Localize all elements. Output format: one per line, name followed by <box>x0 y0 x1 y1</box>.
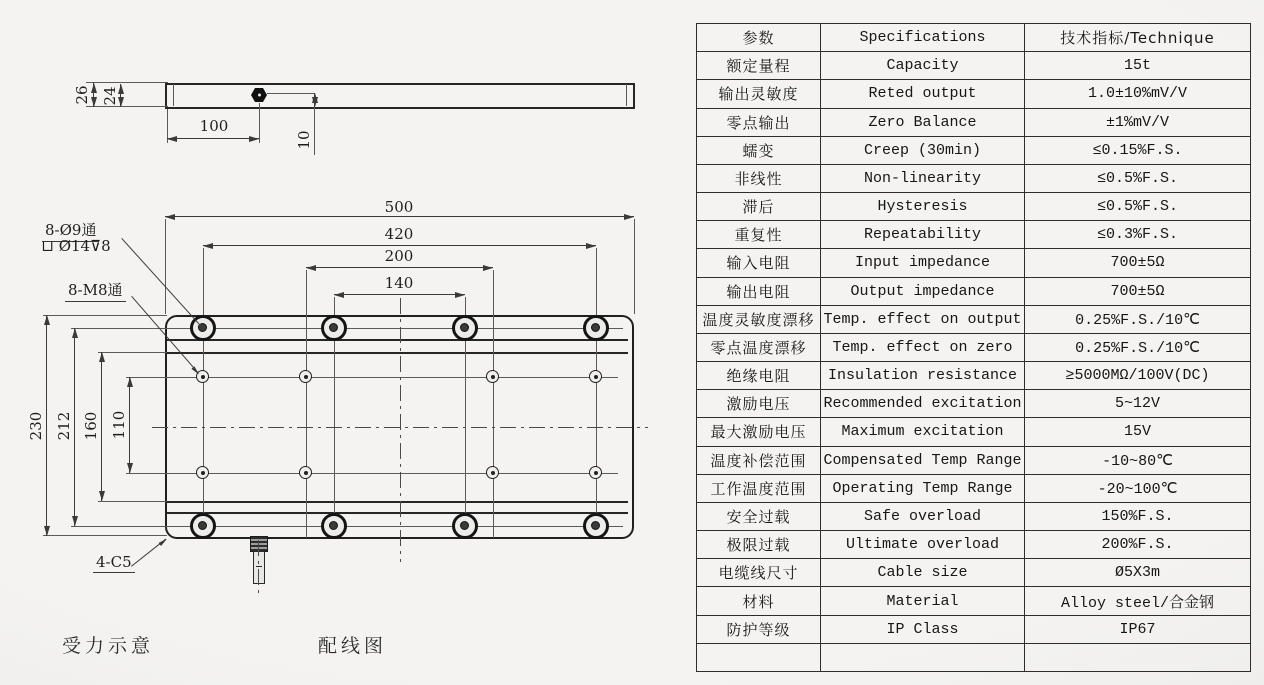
param-cell: 电缆线尺寸 <box>697 559 821 587</box>
table-row <box>697 52 1251 80</box>
param-cell: 工作温度范围 <box>697 474 821 502</box>
extension-line <box>86 82 168 83</box>
spec-cell: Safe overload <box>821 502 1025 530</box>
spec-cell: Temp. effect on zero <box>821 333 1025 361</box>
dim-label-110: 110 <box>110 410 128 440</box>
caption-wiring-diagram: 配线图 <box>318 635 388 657</box>
dim-label-230: 230 <box>27 411 45 441</box>
hole-column-line <box>596 248 597 538</box>
table-row <box>697 305 1251 333</box>
spec-cell: Material <box>821 587 1025 615</box>
extension-line <box>98 352 167 353</box>
table-row <box>697 249 1251 277</box>
table-row <box>697 221 1251 249</box>
dimension-line-110 <box>129 377 130 473</box>
spec-cell: Compensated Temp Range <box>821 446 1025 474</box>
param-cell: 温度灵敏度漂移 <box>697 305 821 333</box>
extension-line <box>314 107 315 155</box>
dimension-line-160 <box>101 352 102 501</box>
horizontal-centerline <box>152 427 648 428</box>
dimension-line-100 <box>167 138 259 139</box>
spec-cell: Creep (30min) <box>821 136 1025 164</box>
param-cell: 重复性 <box>697 221 821 249</box>
extension-line <box>634 219 635 314</box>
table-row <box>697 108 1251 136</box>
table-row <box>697 418 1251 446</box>
spec-cell: Cable size <box>821 559 1025 587</box>
connector-centerline <box>258 540 259 596</box>
counterbore-hole <box>452 315 478 341</box>
spec-cell: Input impedance <box>821 249 1025 277</box>
tapped-hole <box>486 466 499 479</box>
spec-cell: Maximum excitation <box>821 418 1025 446</box>
param-cell: 输出电阻 <box>697 277 821 305</box>
param-cell: 输出灵敏度 <box>697 80 821 108</box>
hole-column-line <box>306 270 307 538</box>
spec-cell: Reted output <box>821 80 1025 108</box>
extension-line <box>259 103 260 143</box>
tapped-hole <box>299 370 312 383</box>
side-view-body <box>165 83 635 109</box>
spec-cell: Capacity <box>821 52 1025 80</box>
value-cell: 15t <box>1025 52 1251 80</box>
cable-connector-head <box>250 536 268 552</box>
dim-label-26: 26 <box>73 85 91 105</box>
callout-counterbore: ⊔ Ø14⊽8 <box>41 237 111 255</box>
table-row <box>697 446 1251 474</box>
table-row <box>697 362 1251 390</box>
header-parameter: 参数 <box>697 24 821 52</box>
spec-cell: IP Class <box>821 615 1025 643</box>
param-cell: 极限过载 <box>697 531 821 559</box>
value-cell: IP67 <box>1025 615 1251 643</box>
hole-column-line <box>493 270 494 538</box>
spec-cell: Hysteresis <box>821 193 1025 221</box>
bolt-axis-line <box>267 93 314 94</box>
table-row <box>697 333 1251 361</box>
param-cell: 防护等级 <box>697 615 821 643</box>
specification-table <box>696 23 1251 672</box>
tapped-hole <box>486 370 499 383</box>
callout-chamfer: 4-C5 <box>93 553 135 573</box>
param-cell: 零点温度漂移 <box>697 333 821 361</box>
tapped-hole <box>196 466 209 479</box>
value-cell: Ø5X3m <box>1025 559 1251 587</box>
param-cell: 材料 <box>697 587 821 615</box>
param-cell: 输入电阻 <box>697 249 821 277</box>
dim-label-212: 212 <box>55 411 73 441</box>
spec-cell: Insulation resistance <box>821 362 1025 390</box>
value-cell: ≤0.3%F.S. <box>1025 221 1251 249</box>
extension-line <box>98 501 167 502</box>
table-row <box>697 80 1251 108</box>
value-cell: ≤0.15%F.S. <box>1025 136 1251 164</box>
spec-cell: Zero Balance <box>821 108 1025 136</box>
dimension-line-24 <box>120 84 121 107</box>
value-cell: Alloy steel/合金钢 <box>1025 587 1251 615</box>
table-row <box>697 615 1251 643</box>
spec-cell: Repeatability <box>821 221 1025 249</box>
table-row <box>697 277 1251 305</box>
tapped-hole <box>589 370 602 383</box>
spec-cell: Temp. effect on output <box>821 305 1025 333</box>
counterbore-hole <box>321 315 347 341</box>
dim-label-10: 10 <box>295 130 313 150</box>
counterbore-hole <box>583 513 609 539</box>
value-cell: 0.25%F.S./10℃ <box>1025 333 1251 361</box>
hole-row-line <box>71 526 623 527</box>
table-row <box>697 531 1251 559</box>
value-cell: ≤0.5%F.S. <box>1025 164 1251 192</box>
value-cell: -10~80℃ <box>1025 446 1251 474</box>
hole-row-line <box>71 328 623 329</box>
value-cell: 5~12V <box>1025 390 1251 418</box>
dimension-line-140 <box>334 294 465 295</box>
tapped-hole <box>589 466 602 479</box>
param-cell: 零点输出 <box>697 108 821 136</box>
value-cell: -20~100℃ <box>1025 474 1251 502</box>
value-cell: 700±5Ω <box>1025 277 1251 305</box>
value-cell: ≥5000MΩ/100V(DC) <box>1025 362 1251 390</box>
spec-cell: Recommended excitation <box>821 390 1025 418</box>
tapped-hole <box>299 466 312 479</box>
dimension-line-26 <box>93 83 94 107</box>
callout-tapped-holes: 8-M8通 <box>65 279 126 302</box>
value-cell: ±1%mV/V <box>1025 108 1251 136</box>
dimension-line-200 <box>306 267 493 268</box>
groove-line <box>167 501 628 503</box>
caption-force-diagram: 受力示意 <box>62 635 155 657</box>
table-row <box>697 587 1251 615</box>
value-cell: 200%F.S. <box>1025 531 1251 559</box>
spec-cell: Non-linearity <box>821 164 1025 192</box>
dim-label-100: 100 <box>199 117 229 135</box>
param-cell: 滞后 <box>697 193 821 221</box>
extension-line <box>165 219 166 314</box>
dimension-line-212 <box>74 328 75 526</box>
param-cell: 额定量程 <box>697 52 821 80</box>
callout-through-holes: 8-Ø9通 <box>42 219 99 242</box>
spec-cell: Ultimate overload <box>821 531 1025 559</box>
leader-line <box>131 539 166 567</box>
table-row <box>697 502 1251 530</box>
leader-line <box>121 238 205 331</box>
dimension-line-230 <box>46 315 47 536</box>
extension-line <box>86 106 168 107</box>
value-cell: 700±5Ω <box>1025 249 1251 277</box>
spec-cell: Operating Temp Range <box>821 474 1025 502</box>
table-header-row <box>697 24 1251 52</box>
hole-column-line <box>203 248 204 538</box>
dim-label-24: 24 <box>101 86 119 106</box>
extension-line <box>43 535 167 536</box>
value-cell: 1.0±10%mV/V <box>1025 80 1251 108</box>
param-cell: 蠕变 <box>697 136 821 164</box>
param-cell <box>697 643 821 671</box>
value-cell: 0.25%F.S./10℃ <box>1025 305 1251 333</box>
spec-cell <box>821 643 1025 671</box>
table-row <box>697 164 1251 192</box>
table-row <box>697 559 1251 587</box>
dim-label-420: 420 <box>384 225 414 243</box>
spec-cell: Output impedance <box>821 277 1025 305</box>
header-specifications: Specifications <box>821 24 1025 52</box>
counterbore-hole <box>452 513 478 539</box>
side-view-end-cap-right <box>626 84 627 106</box>
value-cell <box>1025 643 1251 671</box>
cable-connector-stem <box>253 551 265 584</box>
dim-label-160: 160 <box>82 411 100 441</box>
table-row <box>697 643 1251 671</box>
table-row <box>697 193 1251 221</box>
vertical-centerline <box>400 298 401 562</box>
dimension-line-420 <box>203 245 596 246</box>
counterbore-hole <box>321 513 347 539</box>
table-row <box>697 474 1251 502</box>
dim-label-200: 200 <box>384 247 414 265</box>
value-cell: 150%F.S. <box>1025 502 1251 530</box>
groove-line <box>167 339 628 341</box>
param-cell: 温度补偿范围 <box>697 446 821 474</box>
groove-line <box>167 352 628 354</box>
table-row <box>697 390 1251 418</box>
param-cell: 激励电压 <box>697 390 821 418</box>
param-cell: 最大激励电压 <box>697 418 821 446</box>
value-cell: ≤0.5%F.S. <box>1025 193 1251 221</box>
param-cell: 非线性 <box>697 164 821 192</box>
dim-label-500: 500 <box>384 198 414 216</box>
dim-label-140: 140 <box>384 274 414 292</box>
value-cell: 15V <box>1025 418 1251 446</box>
counterbore-hole <box>190 513 216 539</box>
groove-line <box>167 512 628 514</box>
param-cell: 绝缘电阻 <box>697 362 821 390</box>
dimension-line-10 <box>314 93 315 107</box>
header-technique: 技术指标/Technique <box>1025 24 1251 52</box>
table-row <box>697 136 1251 164</box>
param-cell: 安全过载 <box>697 502 821 530</box>
dimension-line-500 <box>165 216 634 217</box>
side-view-end-cap-left <box>173 84 174 106</box>
counterbore-hole <box>583 315 609 341</box>
